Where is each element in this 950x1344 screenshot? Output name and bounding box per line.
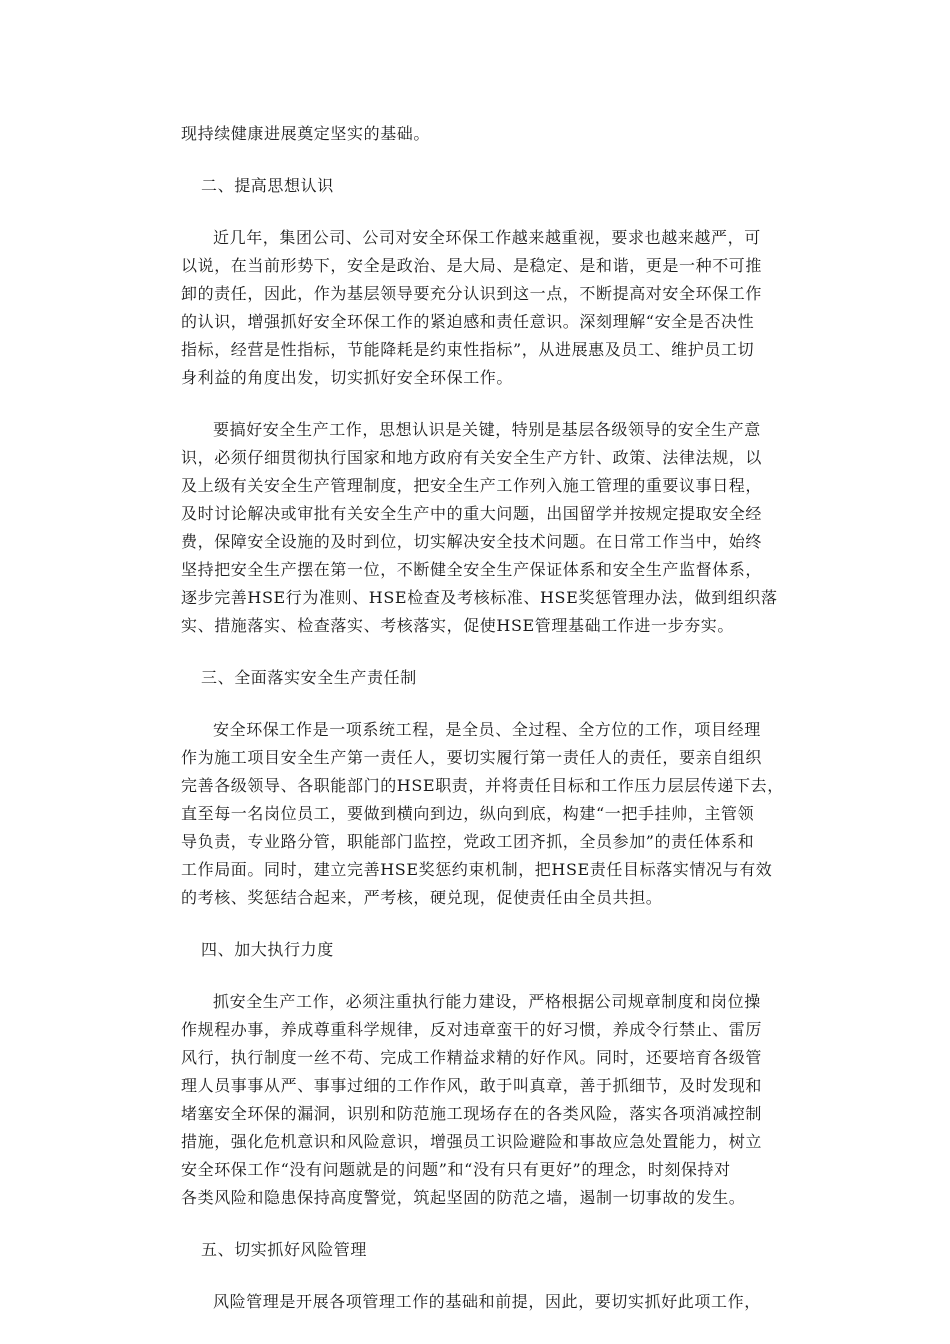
text-line: 的考核、奖惩结合起来，严考核，硬兑现，促使责任由全员共担。 (181, 888, 663, 907)
paragraph-gap (181, 964, 783, 988)
paragraph-gap (181, 148, 783, 172)
paragraph-gap (181, 692, 783, 716)
paragraph-gap (181, 200, 783, 224)
text-line: 指标，经营是性指标，节能降耗是约束性指标”，从进展惠及员工、维护员工切 (181, 340, 755, 359)
text-line: 导负责，专业路分管，职能部门监控，党政工团齐抓，全员参加”的责任体系和 (181, 832, 755, 851)
paragraph (181, 224, 783, 392)
document-page (181, 120, 783, 1316)
text-line: 完善各级领导、各职能部门的HSE职责，并将责任目标和工作压力层层传递下去， (181, 776, 784, 795)
paragraph (181, 988, 783, 1212)
paragraph-gap (181, 392, 783, 416)
paragraph-gap (181, 640, 783, 664)
text-line: 作为施工项目安全生产第一责任人，要切实履行第一责任人的责任，要亲自组织 (181, 748, 763, 767)
text-line: 要搞好安全生产工作，思想认识是关键，特别是基层各级领导的安全生产意 (213, 420, 761, 439)
text-line: 安全环保工作是一项系统工程，是全员、全过程、全方位的工作，项目经理 (213, 720, 761, 739)
section-heading: 二、提高思想认识 (201, 176, 334, 195)
text-line: 抓安全生产工作，必须注重执行能力建设，严格根据公司规章制度和岗位操 (213, 992, 761, 1011)
paragraph-gap (181, 1212, 783, 1236)
paragraph (181, 416, 783, 640)
text-line: 工作局面。同时，建立完善HSE奖惩约束机制，把HSE责任目标落实情况与有效 (181, 860, 773, 879)
text-line: 风险管理是开展各项管理工作的基础和前提，因此，要切实抓好此项工作， (213, 1292, 761, 1311)
text-line: 措施，强化危机意识和风险意识，增强员工识险避险和事故应急处置能力，树立 (181, 1132, 763, 1151)
text-line: 近几年，集团公司、公司对安全环保工作越来越重视，要求也越来越严，可 (213, 228, 761, 247)
paragraph-gap (181, 1264, 783, 1288)
text-line: 各类风险和隐患保持高度警觉，筑起坚固的防范之墙，遏制一切事故的发生。 (181, 1188, 746, 1207)
section-heading: 四、加大执行力度 (201, 940, 334, 959)
paragraph (181, 120, 783, 148)
paragraph (181, 1288, 783, 1316)
text-line: 直至每一名岗位员工，要做到横向到边，纵向到底，构建“一把手挂帅，主管领 (181, 804, 755, 823)
text-line: 安全环保工作“没有问题就是的问题”和“没有只有更好”的理念，时刻保持对 (181, 1160, 731, 1179)
text-line: 以说，在当前形势下，安全是政治、是大局、是稳定、是和谐，更是一种不可推 (181, 256, 763, 275)
text-line: 逐步完善HSE行为准则、HSE检查及考核标准、HSE奖惩管理办法，做到组织落 (181, 588, 778, 607)
text-line: 堵塞安全环保的漏洞，识别和防范施工现场存在的各类风险，落实各项消减控制 (181, 1104, 763, 1123)
section-heading: 五、切实抓好风险管理 (201, 1240, 368, 1259)
text-line: 风行，执行制度一丝不苟、完成工作精益求精的好作风。同时，还要培育各级管 (181, 1048, 763, 1067)
text-line: 实、措施落实、检查落实、考核落实，促使HSE管理基础工作进一步夯实。 (181, 616, 734, 635)
text-line: 理人员事事从严、事事过细的工作作风，敢于叫真章，善于抓细节，及时发现和 (181, 1076, 763, 1095)
text-line: 卸的责任，因此，作为基层领导要充分认识到这一点，不断提高对安全环保工作 (181, 284, 763, 303)
paragraph-gap (181, 912, 783, 936)
section-heading: 三、全面落实安全生产责任制 (201, 668, 417, 687)
text-line: 身利益的角度出发，切实抓好安全环保工作。 (181, 368, 514, 387)
text-line: 及时讨论解决或审批有关安全生产中的重大问题，出国留学并按规定提取安全经 (181, 504, 763, 523)
text-line: 费，保障安全设施的及时到位，切实解决安全技术问题。在日常工作当中，始终 (181, 532, 763, 551)
text-line: 坚持把安全生产摆在第一位，不断健全安全生产保证体系和安全生产监督体系， (181, 560, 763, 579)
text-line: 作规程办事，养成尊重科学规律，反对违章蛮干的好习惯，养成令行禁止、雷厉 (181, 1020, 763, 1039)
text-line: 及上级有关安全生产管理制度，把安全生产工作列入施工管理的重要议事日程， (181, 476, 763, 495)
paragraph (181, 716, 783, 912)
text-line: 的认识，增强抓好安全环保工作的紧迫感和责任意识。深刻理解“安全是否决性 (181, 312, 755, 331)
text-line: 现持续健康进展奠定坚实的基础。 (181, 124, 431, 143)
text-line: 识，必须仔细贯彻执行国家和地方政府有关安全生产方针、政策、法律法规，以 (181, 448, 763, 467)
